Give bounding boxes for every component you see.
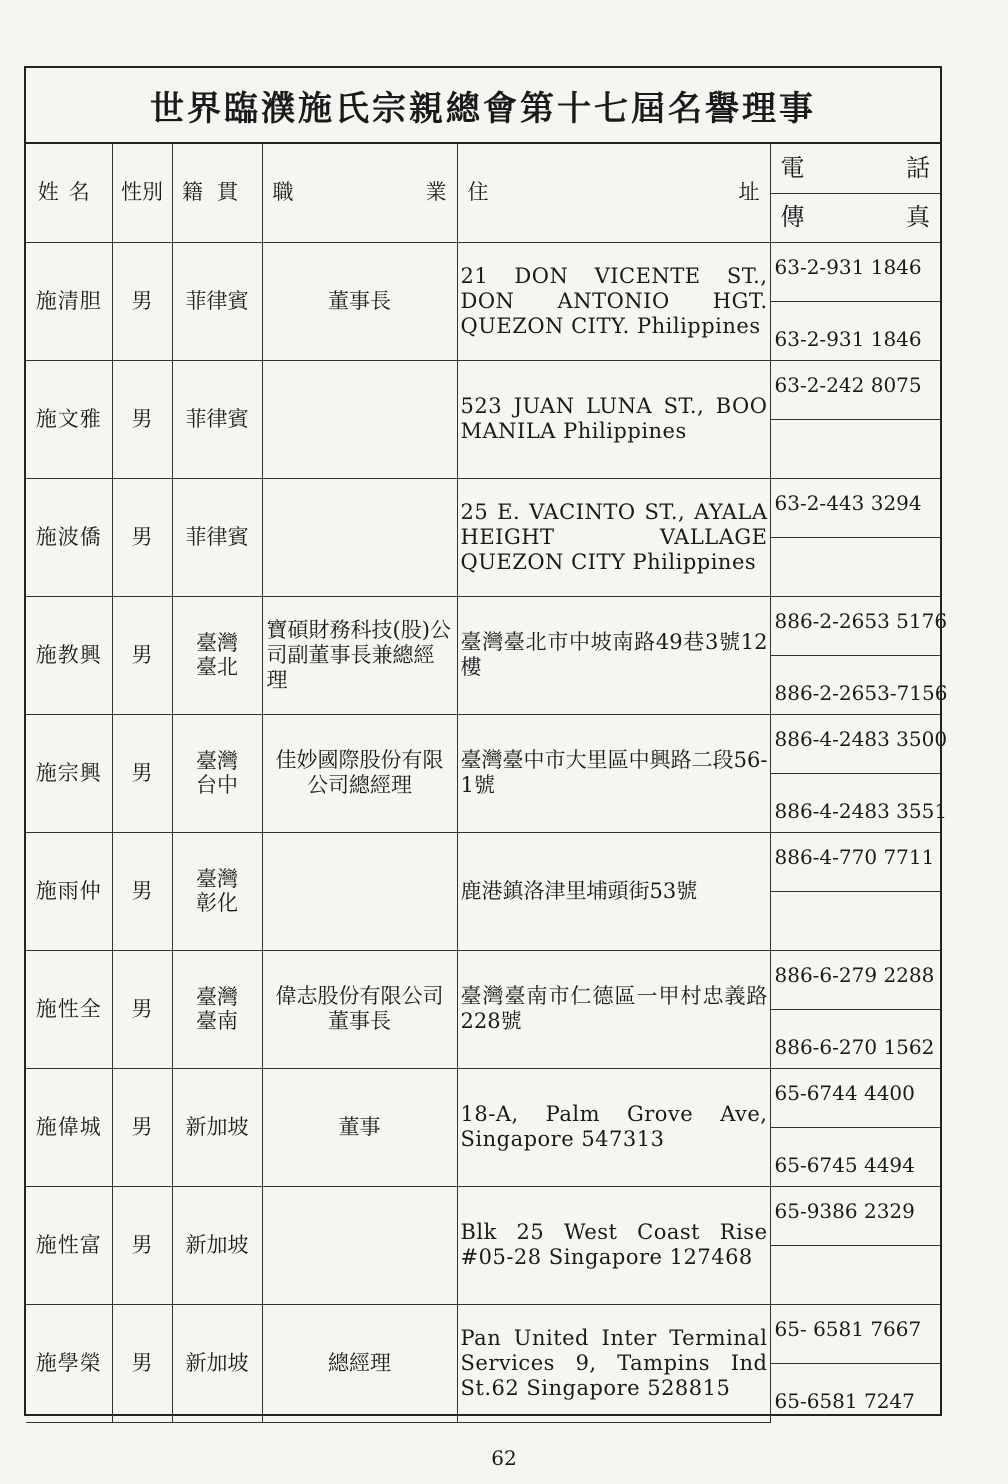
- member-sex: 男: [112, 360, 172, 478]
- directory-table: [26, 144, 948, 1423]
- member-fax: 886-4-2483 3551: [770, 773, 940, 832]
- member-sex: 男: [112, 596, 172, 714]
- member-jiguan: [172, 242, 262, 360]
- member-occupation: [262, 478, 457, 596]
- member-occupation: 偉志股份有限公司董事長: [262, 950, 457, 1068]
- member-jiguan: [172, 478, 262, 596]
- member-fax: [770, 419, 940, 478]
- header-sex: 性別: [112, 144, 172, 242]
- member-name: 施文雅: [26, 360, 112, 478]
- table-row: [26, 1304, 940, 1363]
- member-sex: 男: [112, 242, 172, 360]
- member-sex: 男: [112, 950, 172, 1068]
- header-occupation: [262, 144, 457, 242]
- table-row: [26, 242, 940, 301]
- member-name: 施教興: [26, 596, 112, 714]
- jiguan-part: 新加坡: [185, 1351, 249, 1375]
- member-phone: 886-4-2483 3500: [770, 714, 940, 773]
- member-jiguan: [172, 1068, 262, 1186]
- table-row: [26, 360, 940, 419]
- member-jiguan: [172, 714, 262, 832]
- table-row: [26, 1068, 940, 1127]
- member-jiguan: [172, 832, 262, 950]
- member-fax: 65-6745 4494: [770, 1127, 940, 1186]
- member-name: 施宗興: [26, 714, 112, 832]
- member-fax: 886-2-2653-7156: [770, 655, 940, 714]
- header-fax: [770, 193, 940, 242]
- member-phone: 886-4-770 7711: [770, 832, 940, 891]
- member-address: 臺灣臺南市仁德區一甲村忠義路228號: [457, 950, 770, 1068]
- header-address-b: 址: [738, 180, 760, 205]
- member-name: 施偉城: [26, 1068, 112, 1186]
- member-occupation: [262, 1186, 457, 1304]
- member-address: 鹿港鎮洛津里埔頭街53號: [457, 832, 770, 950]
- header-phone-a: 電: [780, 153, 805, 182]
- header-address: [457, 144, 770, 242]
- member-address: Blk 25 West Coast Rise #05-28 Singapore 127468: [457, 1186, 770, 1304]
- header-occupation-b: 業: [425, 180, 447, 205]
- table-row: [26, 1186, 940, 1245]
- directory-sheet: [24, 66, 948, 1416]
- member-name: 施性富: [26, 1186, 112, 1304]
- member-name: 施性全: [26, 950, 112, 1068]
- jiguan-part: 新加坡: [185, 1233, 249, 1257]
- member-sex: 男: [112, 1186, 172, 1304]
- header-fax-a: 傳: [780, 203, 805, 231]
- member-sex: 男: [112, 1304, 172, 1422]
- jiguan-part: 菲律賓: [185, 525, 249, 549]
- table-row: [26, 950, 940, 1009]
- member-jiguan: [172, 950, 262, 1068]
- header-phone-b: 話: [906, 153, 930, 182]
- member-occupation: 總經理: [262, 1304, 457, 1422]
- jiguan-part: 臺灣: [196, 749, 238, 773]
- jiguan-part: 彰化: [196, 891, 238, 915]
- jiguan-part: 台中: [196, 773, 238, 797]
- member-address: Pan United Inter Terminal Services 9, Tampins Ind St.62 Singapore 528815: [457, 1304, 770, 1422]
- member-occupation: 寶碩財務科技(股)公司副董事長兼總經理: [262, 596, 457, 714]
- member-phone: 65-6744 4400: [770, 1068, 940, 1127]
- header-address-a: 住: [467, 180, 489, 205]
- jiguan-part: 臺北: [196, 655, 238, 679]
- table-row: [26, 596, 940, 655]
- jiguan-part: 臺灣: [196, 985, 238, 1009]
- header-fax-b: 真: [906, 203, 930, 231]
- member-address: 523 JUAN LUNA ST., BOO MANILA Philippines: [457, 360, 770, 478]
- member-sex: 男: [112, 1068, 172, 1186]
- member-jiguan: [172, 1304, 262, 1422]
- member-jiguan: [172, 1186, 262, 1304]
- member-jiguan: [172, 360, 262, 478]
- member-name: 施清胆: [26, 242, 112, 360]
- member-name: 施雨仲: [26, 832, 112, 950]
- member-phone: 65- 6581 7667: [770, 1304, 940, 1363]
- member-sex: 男: [112, 714, 172, 832]
- member-occupation: [262, 360, 457, 478]
- member-occupation: 董事: [262, 1068, 457, 1186]
- member-occupation: 董事長: [262, 242, 457, 360]
- page-number: 62: [491, 1446, 517, 1470]
- table-row: [26, 478, 940, 537]
- jiguan-part: 臺灣: [196, 631, 238, 655]
- header-phone: [770, 144, 940, 193]
- jiguan-part: 臺灣: [196, 867, 238, 891]
- member-phone: 63-2-242 8075: [770, 360, 940, 419]
- member-phone: 886-6-279 2288: [770, 950, 940, 1009]
- member-fax: [770, 537, 940, 596]
- member-sex: 男: [112, 478, 172, 596]
- member-address: 21 DON VICENTE ST., DON ANTONIO HGT. QUEZON CITY. Philippines: [457, 242, 770, 360]
- header-name: 姓名: [26, 144, 112, 242]
- member-address: 臺灣臺北市中坡南路49巷3號12樓: [457, 596, 770, 714]
- jiguan-part: 菲律賓: [185, 407, 249, 431]
- member-fax: [770, 1245, 940, 1304]
- jiguan-part: 臺南: [196, 1009, 238, 1033]
- member-phone: 65-9386 2329: [770, 1186, 940, 1245]
- member-phone: 63-2-931 1846: [770, 242, 940, 301]
- member-name: 施學榮: [26, 1304, 112, 1422]
- member-sex: 男: [112, 832, 172, 950]
- member-jiguan: [172, 596, 262, 714]
- member-occupation: [262, 832, 457, 950]
- table-row: [26, 832, 940, 891]
- jiguan-part: 菲律賓: [185, 289, 249, 313]
- header-occupation-a: 職: [272, 180, 294, 205]
- jiguan-part: 新加坡: [185, 1115, 249, 1139]
- member-phone: 63-2-443 3294: [770, 478, 940, 537]
- member-occupation: 佳妙國際股份有限公司總經理: [262, 714, 457, 832]
- member-name: 施波僑: [26, 478, 112, 596]
- member-fax: 63-2-931 1846: [770, 301, 940, 360]
- member-fax: [770, 891, 940, 950]
- header-row: [26, 144, 940, 193]
- member-fax: 886-6-270 1562: [770, 1009, 940, 1068]
- table-row: [26, 714, 940, 773]
- member-address: 18-A, Palm Grove Ave, Singapore 547313: [457, 1068, 770, 1186]
- member-fax: 65-6581 7247: [770, 1363, 940, 1422]
- header-jiguan: 籍貫: [172, 144, 262, 242]
- page-title: 世界臨濮施氏宗親總會第十七屆名譽理事: [26, 68, 940, 144]
- member-address: 25 E. VACINTO ST., AYALA HEIGHT VALLAGE QUEZON CITY Philippines: [457, 478, 770, 596]
- member-phone: 886-2-2653 5176: [770, 596, 940, 655]
- member-address: 臺灣臺中市大里區中興路二段56-1號: [457, 714, 770, 832]
